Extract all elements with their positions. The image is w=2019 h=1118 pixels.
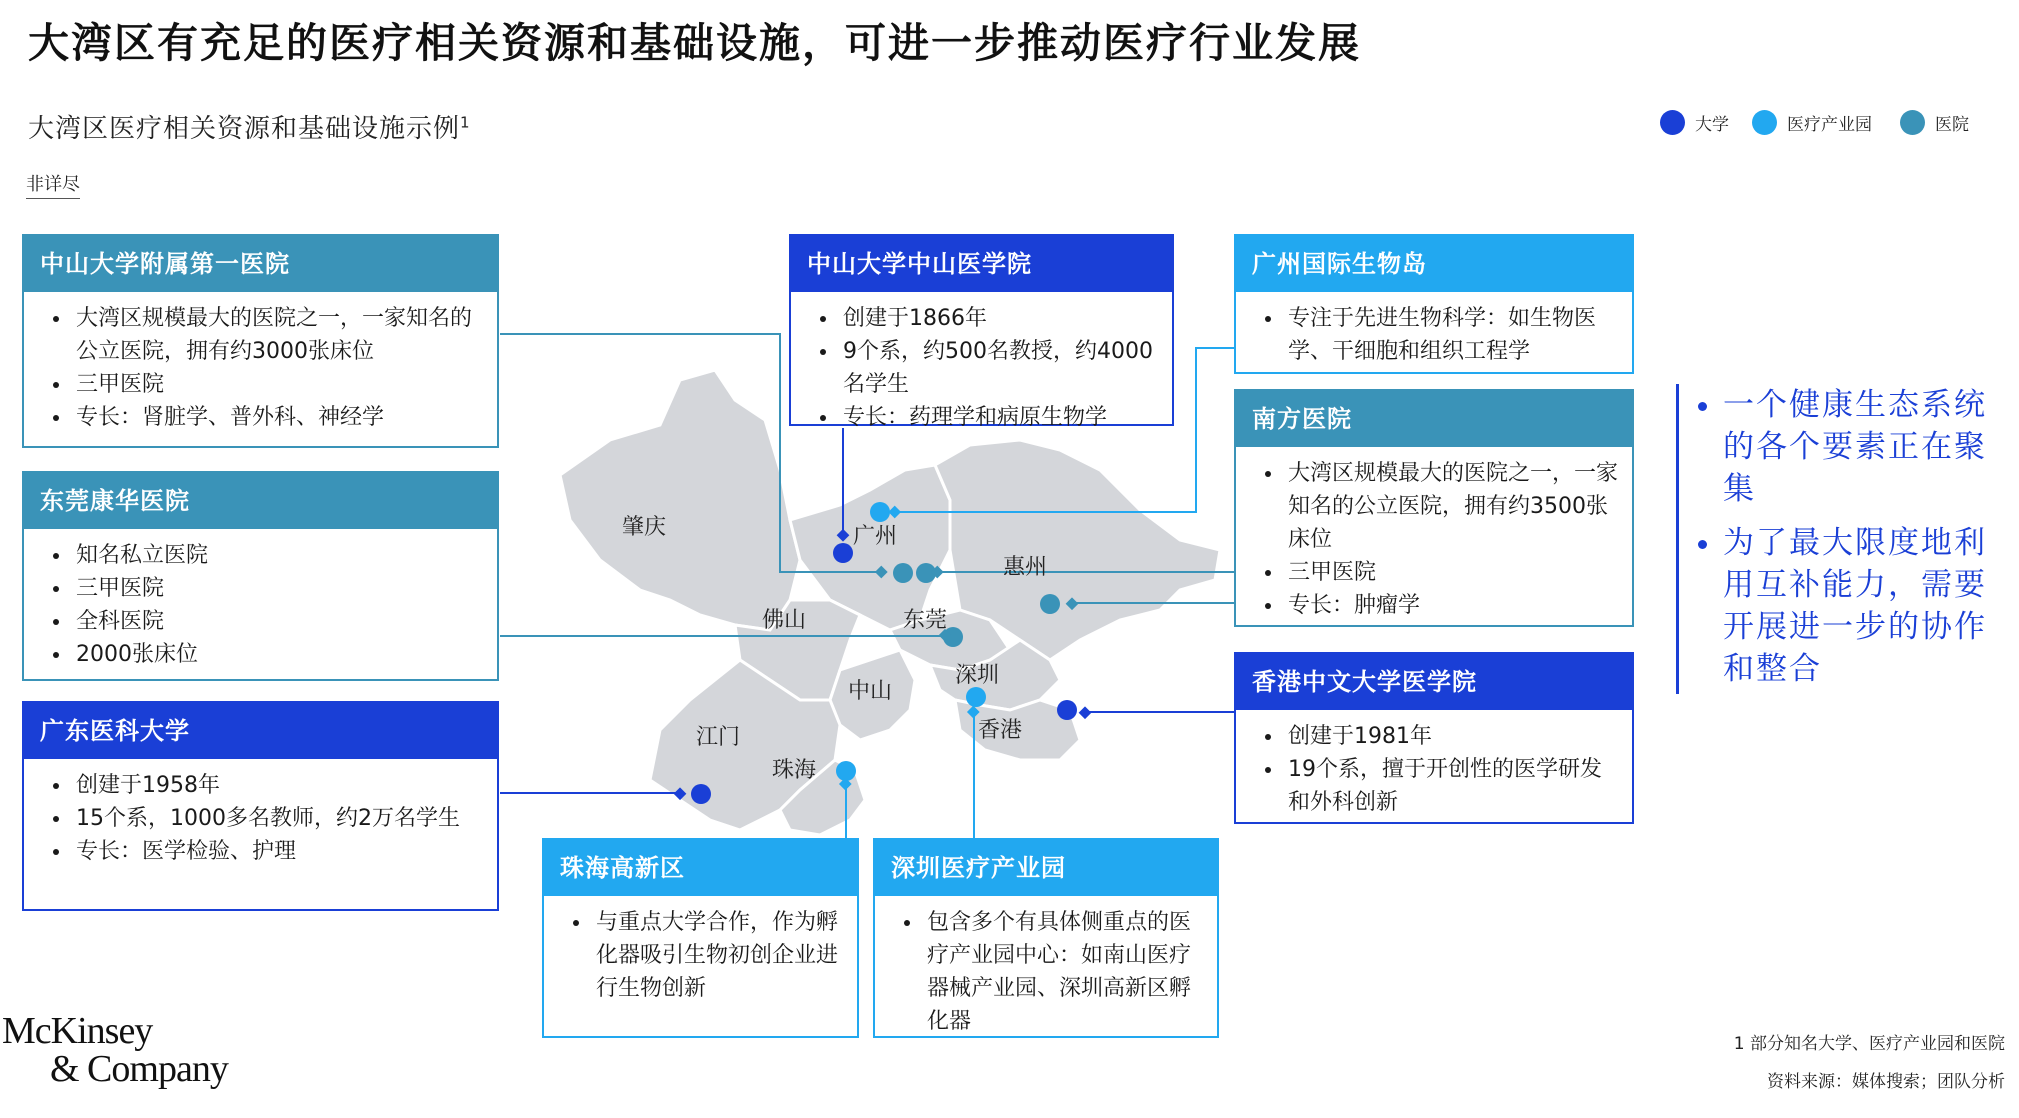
- bullet-item: • 创建于1981年: [1284, 720, 1622, 753]
- marker-gdmu: [691, 784, 711, 804]
- card-zhhitech: [542, 838, 859, 1038]
- page-title: 大湾区有充足的医疗相关资源和基础设施，可进一步推动医疗行业发展: [28, 19, 1361, 67]
- card-title: 香港中文大学医学院: [1236, 654, 1632, 710]
- takeaway-item: • 一个健康生态系统的各个要素正在聚集: [1723, 384, 1989, 510]
- marker-szpark: [966, 687, 986, 707]
- card-szpark: [873, 838, 1219, 1038]
- city-label-hongkong: 香港: [978, 718, 1023, 743]
- footnote: 1 部分知名大学、医疗产业园和医院: [1733, 1034, 2005, 1054]
- card-zsmed: [789, 234, 1174, 430]
- subtitle-text: 大湾区医疗相关资源和基础设施示例: [28, 114, 461, 144]
- bullet-item: • 知名私立医院: [72, 539, 487, 572]
- bullet-item: • 专长：医学检验、护理: [72, 835, 487, 868]
- non-exhaustive-tag: 非详尽: [26, 170, 80, 199]
- card-title: 深圳医疗产业园: [875, 840, 1217, 896]
- bullet-item: • 与重点大学合作，作为孵化器吸引生物初创企业进行生物创新: [592, 906, 847, 1005]
- marker-nanfang-huizhou: [1040, 594, 1060, 614]
- logo-line-1: McKinsey: [2, 1010, 153, 1052]
- marker-cuhk: [1057, 700, 1077, 720]
- card-dgkh: [22, 471, 499, 681]
- takeaway-item: • 为了最大限度地利用互补能力，需要开展进一步的协作和整合: [1723, 522, 1989, 690]
- diamond-icon: [1079, 706, 1092, 719]
- city-label-guangzhou: 广州: [853, 524, 898, 549]
- city-label-zhongshan: 中山: [848, 679, 893, 704]
- bullet-item: • 三甲医院: [1284, 556, 1622, 589]
- bullet-item: • 15个系，1000多名教师，约2万名学生: [72, 802, 487, 835]
- source-note: 资料来源：媒体搜索；团队分析: [1767, 1072, 2005, 1092]
- bullet-item: • 专长：肾脏学、普外科、神经学: [72, 401, 487, 434]
- key-takeaways: [1676, 384, 1989, 694]
- marker-zsfy: [893, 563, 913, 583]
- card-bullets: [24, 769, 487, 868]
- bullet-item: • 专长：肿瘤学: [1284, 589, 1622, 622]
- city-label-dongguan: 东莞: [903, 608, 948, 633]
- city-label-shenzhen: 深圳: [955, 663, 1000, 688]
- card-title: 中山大学附属第一医院: [24, 236, 497, 292]
- bullet-item: • 包含多个有具体侧重点的医疗产业园中心：如南山医疗器械产业园、深圳高新区孵化器: [923, 906, 1207, 1038]
- card-bullets: [875, 906, 1207, 1038]
- bullet-item: • 三甲医院: [72, 368, 487, 401]
- card-gzbio: [1234, 234, 1634, 374]
- card-bullets: [544, 906, 847, 1005]
- logo-line-2: & Company: [50, 1048, 228, 1090]
- card-zsfy: [22, 234, 499, 448]
- card-title: 南方医院: [1236, 391, 1632, 447]
- region-zhaoqing: [560, 370, 800, 630]
- card-title: 中山大学中山医学院: [791, 236, 1172, 292]
- mckinsey-logo: [2, 1012, 228, 1088]
- city-label-zhuhai: 珠海: [772, 758, 817, 783]
- legend-label: 医疗产业园: [1787, 115, 1872, 135]
- card-bullets: [24, 539, 487, 671]
- bullet-item: • 专注于先进生物科学：如生物医学、干细胞和组织工程学: [1284, 302, 1622, 368]
- bullet-item: • 创建于1958年: [72, 769, 487, 802]
- card-title: 珠海高新区: [544, 840, 857, 896]
- bullet-item: • 三甲医院: [72, 572, 487, 605]
- city-label-foshan: 佛山: [762, 608, 807, 633]
- bullet-item: • 9个系，约500名教授，约4000名学生: [839, 335, 1162, 401]
- bullet-item: • 大湾区规模最大的医院之一，一家知名的公立医院，拥有约3500张床位: [1284, 457, 1622, 556]
- bullet-item: • 大湾区规模最大的医院之一，一家知名的公立医院，拥有约3000张床位: [72, 302, 487, 368]
- bullet-item: • 19个系，擅于开创性的医学研发和外科创新: [1284, 753, 1622, 819]
- card-bullets: [1236, 302, 1622, 368]
- marker-zsmed: [833, 543, 853, 563]
- card-gdmu: [22, 701, 499, 911]
- card-bullets: [791, 302, 1162, 434]
- card-nanfang: [1234, 389, 1634, 627]
- bullet-item: • 创建于1866年: [839, 302, 1162, 335]
- city-label-huizhou: 惠州: [1003, 555, 1048, 580]
- marker-gzbio: [870, 502, 890, 522]
- marker-zhhitech: [836, 761, 856, 781]
- city-label-jiangmen: 江门: [696, 725, 741, 750]
- card-title: 广州国际生物岛: [1236, 236, 1632, 292]
- city-label-zhaoqing: 肇庆: [622, 515, 667, 540]
- legend-label: 医院: [1935, 115, 1969, 135]
- bullet-item: • 2000张床位: [72, 638, 487, 671]
- card-cuhk: [1234, 652, 1634, 824]
- card-bullets: [24, 302, 487, 434]
- legend-label: 大学: [1695, 115, 1729, 135]
- card-title: 东莞康华医院: [24, 473, 497, 529]
- bullet-item: • 专长：药理学和病原生物学: [839, 401, 1162, 434]
- card-title: 广东医科大学: [24, 703, 497, 759]
- card-bullets: [1236, 720, 1622, 819]
- card-bullets: [1236, 457, 1622, 622]
- bullet-item: • 全科医院: [72, 605, 487, 638]
- footnote-mark: 1: [460, 113, 471, 132]
